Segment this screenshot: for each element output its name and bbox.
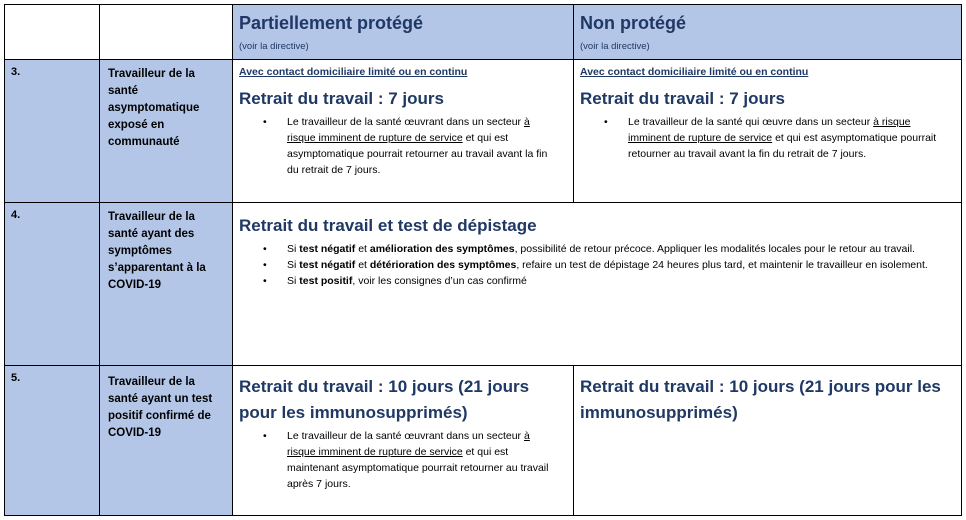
list-item: • Si test négatif et détérioration des symptômes, refaire un test de dépistage 24 heures plus tard, et maintenir le travailleur en isolement. bbox=[263, 259, 928, 271]
row-3-partial-bullets bbox=[239, 114, 561, 178]
row-3-none bbox=[573, 59, 962, 203]
row-3-partial-heading: Retrait du travail : 7 jours bbox=[239, 89, 444, 108]
risk-link[interactable]: à risque imminent de rupture de service bbox=[287, 430, 530, 458]
header-partial bbox=[232, 4, 574, 60]
bullet-icon: • bbox=[263, 243, 267, 255]
row-5-number: 5. bbox=[11, 372, 21, 384]
row-3-label-cell bbox=[99, 59, 233, 203]
row-5-partial-heading: Retrait du travail : 10 jours (21 jours pour les immunosupprimés) bbox=[239, 377, 530, 422]
header-none bbox=[573, 4, 962, 60]
row-5-label: Travailleur de la santé ayant un test positif confirmé de COVID-19 bbox=[108, 376, 213, 439]
row-4-bullets bbox=[239, 241, 939, 289]
row-3-label: Travailleur de la santé asymptomatique exposé en communauté bbox=[108, 68, 200, 148]
row-4-label: Travailleur de la santé ayant des symptômes s’apparentant à la COVID-19 bbox=[108, 211, 206, 291]
header-none-sub: (voir la directive) bbox=[580, 41, 650, 52]
row-4-number-cell bbox=[4, 202, 100, 366]
row-4-label-cell bbox=[99, 202, 233, 366]
header-partial-title: Partiellement protégé bbox=[239, 13, 424, 33]
bullet-icon: • bbox=[604, 116, 608, 128]
header-empty-label bbox=[99, 4, 233, 60]
risk-link[interactable]: à risque imminent de rupture de service bbox=[287, 116, 530, 144]
row-3-none-heading: Retrait du travail : 7 jours bbox=[580, 89, 785, 108]
row-3-none-context: Avec contact domiciliaire limité ou en continu bbox=[580, 66, 809, 78]
bullet-text: Le travailleur de la santé qui œuvre dans un secteur bbox=[628, 116, 874, 128]
risk-link[interactable]: à risque imminent de rupture de service bbox=[628, 116, 911, 144]
row-3-number-cell bbox=[4, 59, 100, 203]
bullet-icon: • bbox=[263, 116, 267, 128]
row-5-label-cell bbox=[99, 365, 233, 516]
bullet-text: et qui est maintenant asymptomatique pourrait retourner au travail après 7 jours. bbox=[287, 446, 549, 490]
row-4-heading: Retrait du travail et test de dépistage bbox=[239, 216, 537, 235]
list-item bbox=[580, 114, 942, 162]
row-3-number: 3. bbox=[11, 66, 21, 78]
header-partial-sub: (voir la directive) bbox=[239, 41, 309, 52]
list-item bbox=[239, 114, 561, 178]
row-4-merged bbox=[232, 202, 962, 366]
header-empty-number bbox=[4, 4, 100, 60]
bullet-text: et qui est asymptomatique pourrait retourner au travail avant la fin du retrait de 7 jours. bbox=[628, 132, 937, 160]
bullet-text: et qui est asymptomatique pourrait retourner au travail avant la fin du retrait de 7 jours. bbox=[287, 132, 548, 176]
row-4-number: 4. bbox=[11, 209, 21, 221]
bullet-icon: • bbox=[263, 430, 267, 442]
row-5-partial-bullets bbox=[239, 428, 561, 492]
row-3-partial bbox=[232, 59, 574, 203]
row-5-none bbox=[573, 365, 962, 516]
list-item bbox=[239, 428, 561, 492]
row-5-none-heading: Retrait du travail : 10 jours (21 jours pour les immunosupprimés) bbox=[580, 377, 941, 422]
row-3-none-bullets bbox=[580, 114, 942, 162]
list-item: • Si test négatif et amélioration des symptômes, possibilité de retour précoce. Appliquer les modalités locales pour le retour au travail. bbox=[263, 243, 915, 255]
row-3-partial-context: Avec contact domiciliaire limité ou en continu bbox=[239, 66, 468, 78]
row-5-number-cell bbox=[4, 365, 100, 516]
bullet-text: Le travailleur de la santé œuvrant dans un secteur bbox=[287, 430, 524, 442]
row-5-partial bbox=[232, 365, 574, 516]
bullet-text: Le travailleur de la santé œuvrant dans un secteur bbox=[287, 116, 524, 128]
list-item: • Si test positif, voir les consignes d’un cas confirmé bbox=[263, 275, 527, 287]
bullet-icon: • bbox=[263, 275, 267, 287]
bullet-icon: • bbox=[263, 259, 267, 271]
header-none-title: Non protégé bbox=[580, 13, 686, 33]
